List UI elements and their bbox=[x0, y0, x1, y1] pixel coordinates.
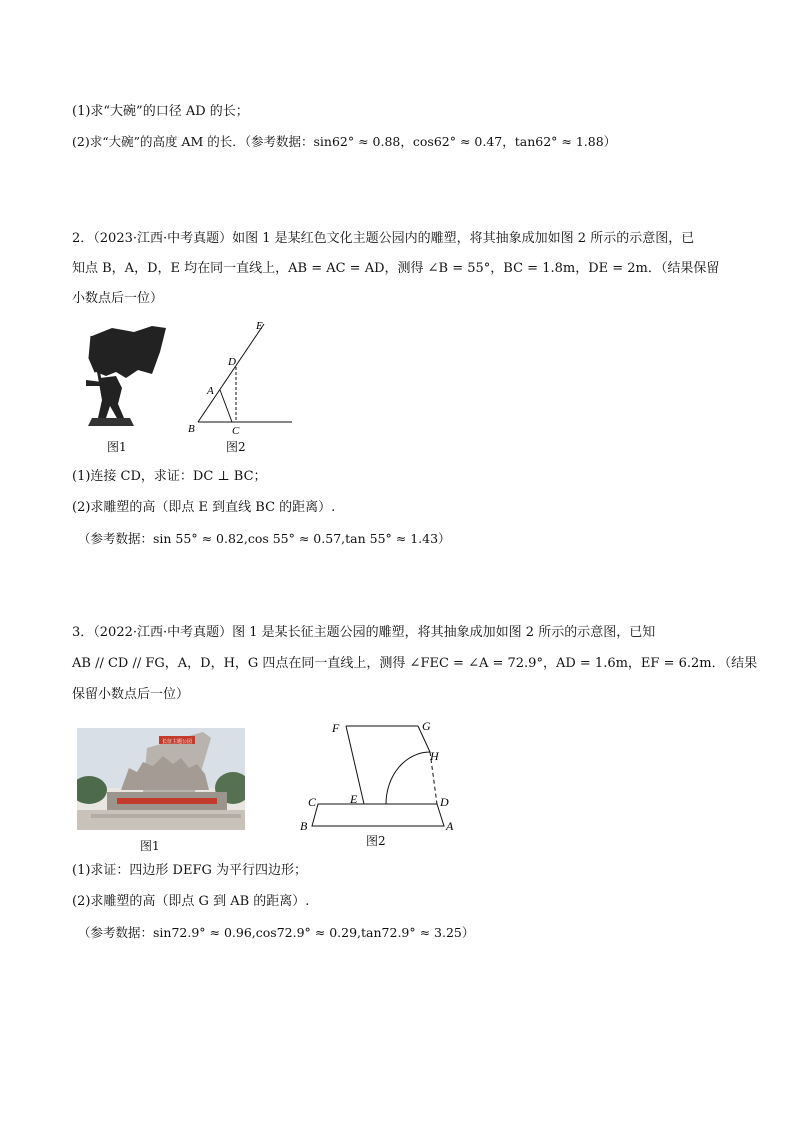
q3-photo-banner: 长征主题公园 bbox=[161, 740, 193, 745]
q3-label-e: E bbox=[350, 792, 358, 806]
q2-line1: 2．（2023·江西·中考真题）如图 1 是某红色文化主题公园内的雕塑，将其抽象成加如图 2 所示的示意图，已 bbox=[72, 231, 695, 246]
q3-label-f: F bbox=[332, 721, 340, 735]
q2-label-b: B bbox=[188, 423, 195, 435]
q2-label-d: D bbox=[228, 356, 236, 368]
q1-part1: (1)求“大碗”的口径 AD 的长； bbox=[72, 104, 249, 119]
q3-label-g: G bbox=[422, 719, 431, 733]
q2-sculpture-silhouette bbox=[82, 322, 172, 434]
q3-line3: 保留小数点后一位） bbox=[72, 687, 190, 702]
q3-line2: AB // CD // FG，A，D，H，G 四点在同一直线上，测得 ∠FEC = ∠A = 72.9°，AD = 1.6m，EF = 6.2m．（结果 bbox=[72, 656, 758, 671]
q2-ref: （参考数据：sin 55° ≈ 0.82,cos 55° ≈ 0.57,tan 55° ≈ 1.43） bbox=[78, 531, 451, 546]
q2-fig2-caption: 图2 bbox=[226, 440, 246, 454]
q3-line1: 3．（2022·江西·中考真题）图 1 是某长征主题公园的雕塑，将其抽象成加如图 2 所示的示意图，已知 bbox=[72, 625, 656, 640]
q2-label-e: E bbox=[256, 320, 263, 332]
q3-part2: (2)求雕塑的高（即点 G 到 AB 的距离）. bbox=[72, 894, 310, 909]
q3-label-a: A bbox=[446, 819, 454, 833]
q3-label-h: H bbox=[430, 749, 439, 763]
q2-part1: (1)连接 CD，求证：DC ⊥ BC； bbox=[72, 469, 267, 484]
q3-fig2-caption: 图2 bbox=[366, 834, 386, 848]
q2-label-a: A bbox=[207, 385, 214, 397]
q2-geometry-diagram bbox=[180, 318, 300, 436]
q2-label-c: C bbox=[232, 425, 240, 436]
q2-line3: 小数点后一位） bbox=[72, 291, 164, 306]
q2-line2: 知点 B，A，D，E 均在同一直线上，AB = AC = AD，测得 ∠B = 55°，BC = 1.8m，DE = 2m．（结果保留 bbox=[72, 261, 720, 276]
q3-ref: （参考数据：sin72.9° ≈ 0.96,cos72.9° ≈ 0.29,tan72.9° ≈ 3.25） bbox=[78, 925, 475, 940]
q2-part2: (2)求雕塑的高（即点 E 到直线 BC 的距离）. bbox=[72, 500, 336, 515]
q3-label-c: C bbox=[308, 795, 317, 809]
q2-fig1-caption: 图1 bbox=[107, 440, 127, 454]
q3-fig1-caption: 图1 bbox=[140, 839, 160, 853]
q3-part1: (1)求证：四边形 DEFG 为平行四边形； bbox=[72, 863, 307, 878]
q3-geometry-diagram bbox=[296, 712, 466, 834]
q3-label-d: D bbox=[440, 795, 449, 809]
q3-label-b: B bbox=[300, 819, 308, 833]
q1-part2: (2)求“大碗”的高度 AM 的长．（参考数据：sin62° ≈ 0.88，cos62° ≈ 0.47，tan62° ≈ 1.88） bbox=[72, 134, 617, 149]
q3-sculpture-photo bbox=[77, 728, 245, 830]
